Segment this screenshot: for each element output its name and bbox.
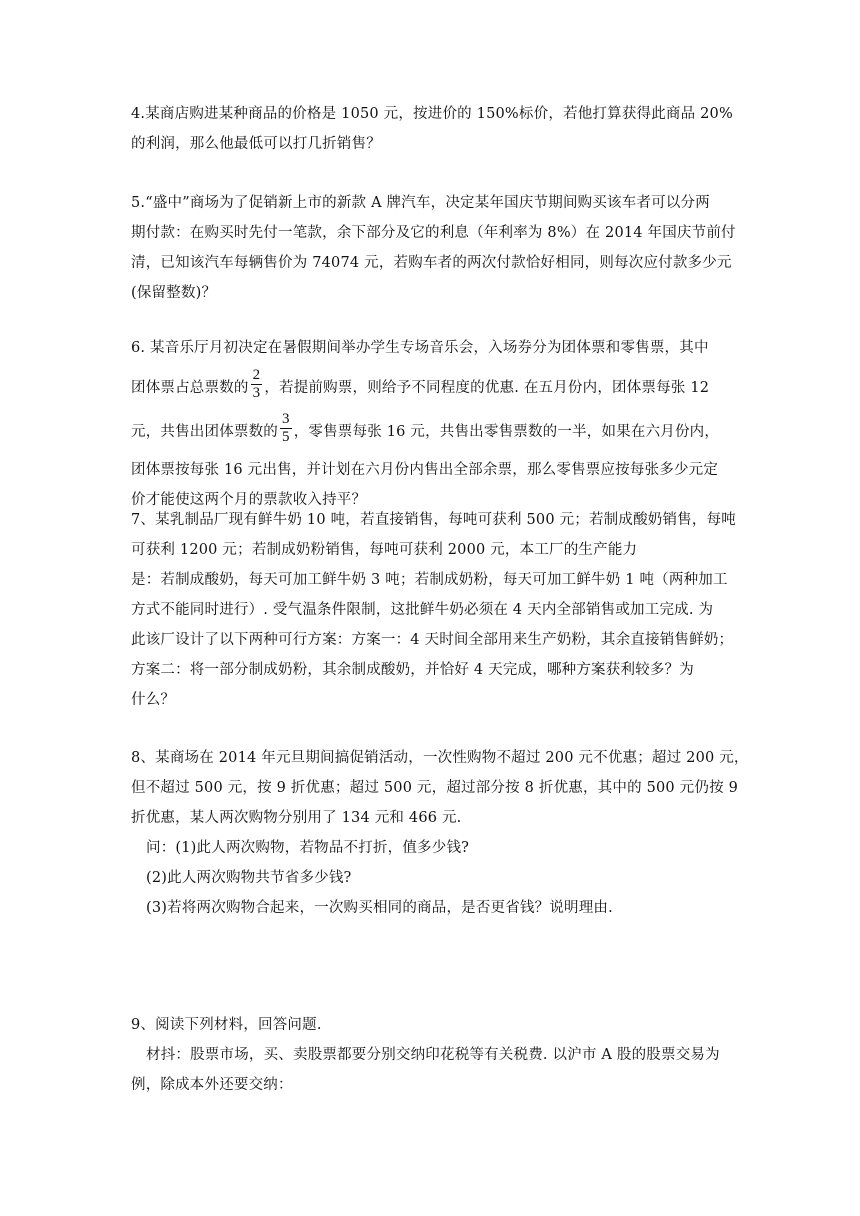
question-5-line-4: (保留整数)？ (131, 285, 217, 301)
question-7 (131, 508, 735, 712)
question-9 (131, 1013, 735, 1097)
question-6 (131, 336, 735, 512)
question-7-line-1: 7、某乳制品厂现有鲜牛奶 10 吨，若直接销售，每吨可获利 500 元；若制成酸奶销售，每吨 (131, 512, 736, 528)
question-4-line-1: 4.某商店购进某种商品的价格是 1050 元，按进价的 150%标价，若他打算获得此商品 20% (131, 106, 733, 122)
question-6-line-3-pre: 元，共售出团体票数的 (131, 424, 278, 440)
fraction-three-fifths (280, 411, 292, 446)
fraction-numerator: 2 (252, 366, 261, 383)
question-5-line-3: 清，已知该汽车每辆售价为 74074 元，若购车者的两次付款恰好相同，则每次应付款多少元 (131, 255, 732, 271)
question-7-line-6: 方案二：将一部分制成奶粉，其余制成酸奶，并恰好 4 天完成，哪种方案获利较多？为 (131, 662, 694, 678)
question-5 (131, 191, 735, 305)
question-6-line-2-post: ，若提前购票，则给予不同程度的优惠. 在五月份内，团体票每张 12 (264, 380, 710, 396)
question-5-line-2: 期付款：在购买时先付一笔款，余下部分及它的利息（年利率为 8%）在 2014 年国庆节前付 (131, 225, 736, 241)
question-7-line-7: 什么？ (131, 692, 176, 708)
question-7-line-5: 此该厂设计了以下两种可行方案：方案一：4 天时间全部用来生产奶粉，其余直接销售鲜奶； (131, 632, 734, 648)
question-8-sub-3: (3)若将两次购物合起来，一次购买相同的商品，是否更省钱？说明理由. (146, 900, 613, 916)
question-8-sub-2: (2)此人两次购物共节省多少钱? (146, 870, 352, 886)
question-6-line-1: 6. 某音乐厅月初决定在暑假期间举办学生专场音乐会，入场券分为团体票和零售票，其中 (131, 340, 709, 356)
question-8-line-3: 折优惠，某人两次购物分别用了 134 元和 466 元. (131, 810, 462, 826)
question-7-line-3: 是：若制成酸奶，每天可加工鲜牛奶 3 吨；若制成奶粉，每天可加工鲜牛奶 1 吨（两种加工 (131, 572, 728, 588)
question-4-line-2: 的利润，那么他最低可以打几折销售？ (131, 136, 381, 152)
question-8-line-2: 但不超过 500 元，按 9 折优惠；超过 500 元，超过部分按 8 折优惠，其中的 500 元仍按 9 (131, 780, 739, 796)
question-6-line-4: 团体票按每张 16 元出售，并计划在六月份内售出全部余票，那么零售票应按每张多少元定 (131, 462, 719, 478)
question-6-line-2-pre: 团体票占总票数的 (131, 380, 249, 396)
question-7-line-4: 方式不能同时进行）. 受气温条件限制，这批鲜牛奶必须在 4 天内全部销售或加工完成. 为 (131, 602, 714, 618)
question-8 (131, 746, 749, 920)
fraction-denominator: 5 (282, 428, 290, 445)
fraction-denominator: 3 (252, 384, 261, 401)
question-9-line-2: 材抖：股票市场，买、卖股票都要分别交纳印花税等有关税费. 以沪市 A 股的股票交易为 (146, 1047, 720, 1063)
question-9-line-3: 例，除成本外还要交纳： (131, 1077, 293, 1093)
question-6-line-5: 价才能使这两个月的票款收入持平？ (131, 492, 367, 508)
question-4 (131, 102, 735, 156)
question-8-sub-1: 问：(1)此人两次购物，若物品不打折，值多少钱? (146, 840, 470, 856)
question-6-line-3-post: ，零售票每张 16 元，共售出零售票数的一半，如果在六月份内， (293, 424, 720, 440)
fraction-numerator: 3 (282, 410, 290, 427)
question-9-line-1: 9、阅读下列材料，回答问题. (131, 1017, 322, 1033)
question-6-line-2 (131, 368, 735, 408)
question-5-line-1: 5.“盛中”商场为了促销新上市的新款 A 牌汽车，决定某年国庆节期间购买该车者可以分两 (131, 195, 710, 211)
fraction-two-thirds (251, 367, 263, 402)
question-6-line-3 (131, 412, 735, 452)
question-7-line-2: 可获利 1200 元；若制成奶粉销售，每吨可获利 2000 元，本工厂的生产能力 (131, 542, 638, 558)
question-8-line-1: 8、某商场在 2014 年元旦期间搞促销活动，一次性购物不超过 200 元不优惠；超过 200 元， (131, 750, 749, 766)
